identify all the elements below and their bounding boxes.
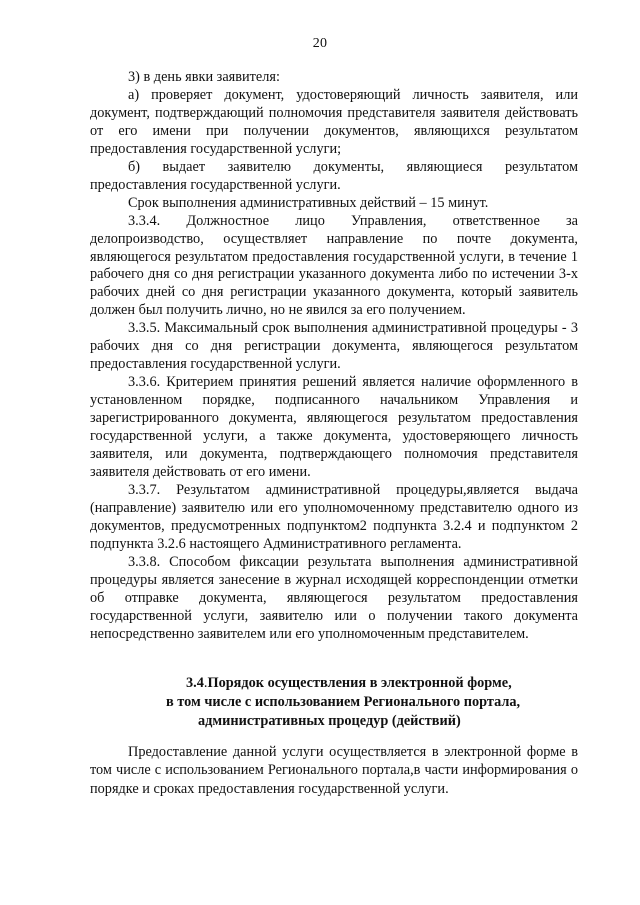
section-title-line-1: Порядок осуществления в электронной форме, bbox=[207, 675, 512, 691]
paragraph-3-3-5: 3.3.5. Максимальный срок выполнения административной процедуры - 3 рабочих дня со дня регистрации документа, являющегося результатом предоставления государственной услуги. bbox=[90, 320, 578, 373]
paragraph-issue-documents: б) выдает заявителю документы, являющиеся результатом предоставления государственной услуги. bbox=[90, 158, 578, 193]
paragraph-electronic-form: Предоставление данной услуги осуществляется в электронной форме в том числе с использованием Регионального портала,в части информирования о порядке и сроках предоставления государственной услуги. bbox=[90, 744, 578, 797]
paragraph-time-limit: Срок выполнения административных действий – 15 минут. bbox=[128, 194, 489, 211]
paragraph-3-3-6: 3.3.6. Критерием принятия решений является наличие оформленного в установленном порядке, подписанного начальником Управления и зарегистрированного документа, являющегося результатом предоставления государственной услуги, а также документа, удостоверяющего личность заявителя, или документа, подтверждающего полномочия представителя заявителя действовать от его имени. bbox=[90, 374, 578, 480]
page-number: 20 bbox=[312, 36, 328, 51]
paragraph-3-3-4: 3.3.4. Должностное лицо Управления, ответственное за делопроизводство, осуществляет направление по почте документа, являющегося результатом предоставления государственной услуги, в течение 1 рабочего дня со дня регистрации указанного документа либо по истечении 3-х рабочих дней со дня регистрации указанного документа, который заявитель должен был получить лично, но не явился за его получением. bbox=[90, 212, 578, 319]
paragraph-day-of-visit: 3) в день явки заявителя: bbox=[128, 69, 280, 85]
section-number: 3.4 bbox=[186, 675, 204, 691]
closing-text bbox=[90, 743, 578, 798]
paragraph-3-3-7: 3.3.7. Результатом административной процедуры,является выдача (направление) заявителю или его уполномоченному представителю одного из документов, предусмотренных подпунктом2 подпункта 3.2.4 и подпунктом 2 подпункта 3.2.6 настоящего Административного регламента. bbox=[90, 481, 578, 552]
section-heading-line-1 bbox=[90, 674, 578, 693]
section-title-line-2: в том числе с использованием Регионального портала, bbox=[166, 694, 521, 710]
section-title-line-3: административных процедур (действий) bbox=[198, 713, 461, 729]
section-heading bbox=[90, 674, 578, 731]
paragraph-verify-document: а) проверяет документ, удостоверяющий личность заявителя, или документ, подтверждающий полномочия представителя заявителя действовать от его имени при получении документов, являющихся результатом предоставления государственной услуги; bbox=[90, 86, 578, 157]
section-number-dot: . bbox=[203, 675, 208, 691]
paragraph-3-3-8: 3.3.8. Способом фиксации результата выполнения административной процедуры является занесение в журнал исходящей корреспонденции отметки об отправке документа, являющегося результатом предоставления государственной услуги, заявителю или о получении такого документа непосредственно заявителем или его уполномоченным представителем. bbox=[90, 553, 578, 642]
body-text bbox=[90, 69, 578, 644]
